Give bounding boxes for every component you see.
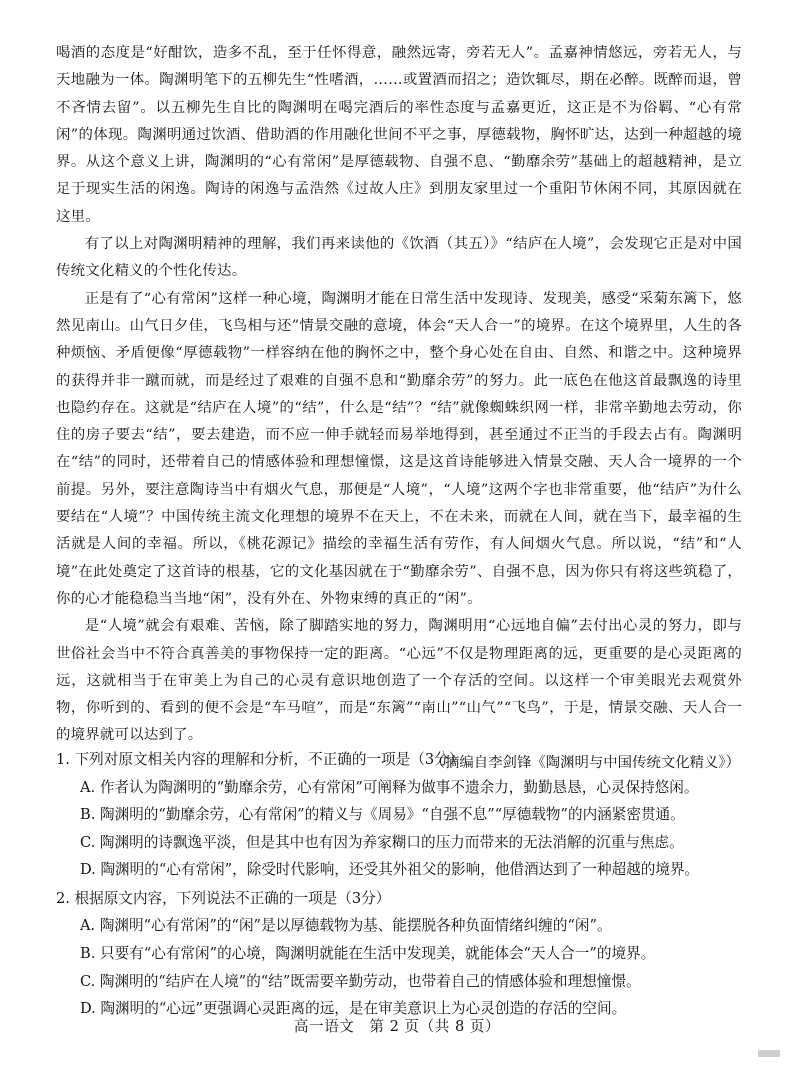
page-footer: 高一语文 第 2 页（共 8 页） [293,1018,501,1035]
passage-paragraph: 喝酒的态度是“好酣饮，造多不乱，至于任怀得意，融然远寄，旁若无人”。孟嘉神情悠远，旁若无人，与天地融为一体。陶渊明笔下的五柳先生“性嗜酒，……或置酒而招之；造饮辄尽，期在必醉。既醉而退，曾不吝情去留”。以五柳先生自比的陶渊明在喝完酒后的率性态度与孟嘉更近，这正是不为俗羁、“心有常闲”的体现。陶渊明通过饮酒、借助酒的作用融化世间不平之事，厚德载物，胸怀旷达，达到一种超越的境界。从这个意义上讲，陶渊明的“心有常闲”是厚德载物、自强不息、“勤靡余劳”基础上的超越精神，是立足于现实生活的闲逸。陶诗的闲逸与孟浩然《过故人庄》到朋友家里过一个重阳节休闲不同，其原因就在这里。 [56,45,742,225]
question-stem: 2. 根据原文内容，下列说法不正确的一项是（3分） [56,889,391,907]
watermark-logo [758,1050,780,1057]
option-c[interactable]: C. 陶渊明的“结庐在人境”的“结”既需要辛勤劳动，也带着自己的情感体验和理想憧憬。 [80,972,641,990]
option-b[interactable]: B. 只要有“心有常闲”的心境，陶渊明就能在生活中发现美，就能体会“天人合一”的境界。 [80,944,656,962]
question-stem: 1. 下列对原文相关内容的理解和分析，不正确的一项是（3分） [56,751,464,768]
option-b[interactable]: B. 陶渊明的“勤靡余劳，心有常闲”的精义与《周易》“自强不息”“厚德载物”的内涵紧密贯通。 [80,806,685,824]
option-a[interactable]: A. 陶渊明“心有常闲”的“闲”是以厚德载物为基、能摆脱各种负面情绪纠缠的“闲”。 [80,917,612,935]
passage-paragraph: 有了以上对陶渊明精神的理解，我们再来读他的《饮酒（其五）》“结庐在人境”，会发现它正是对中国传统文化精义的个性化传达。 [56,236,742,280]
passage-paragraph: 正是有了“心有常闲”这样一种心境，陶渊明才能在日常生活中发现诗、发现美，感受“采菊东篱下，悠然见南山。山气日夕佳，飞鸟相与还”情景交融的意境，体会“天人合一”的境界。在这个境界里，人生的各种烦恼、矛盾便像“厚德载物”一样容纳在他的胸怀之中，整个身心处在自由、自然、和谐之中。这种境界的获得并非一蹴而就，而是经过了艰难的自强不息和“勤靡余劳”的努力。此一底色在他这首最飘逸的诗里也隐约存在。这就是“结庐在人境”的“结”，什么是“结”？“结”就像蜘蛛织网一样，非常辛勤地去劳动，你住的房子要去“结”，要去建造，而不应一伸手就轻而易举地得到，甚至通过不正当的手段去占有。陶渊明在“结”的同时，还带着自己的情感体验和理想憧憬，这是这首诗能够进入情景交融、天人合一境界的一个前提。另外，要注意陶诗当中有烟火气息，那便是“人境”，“人境”这两个字也非常重要，他“结庐”为什么要结在“人境”？中国传统主流文化理想的境界不在天上，不在未来，而就在人间，就在当下，最幸福的生活就是人间的幸福。所以，《桃花源记》描绘的幸福生活有劳作，有人间烟火气息。所以说，“结”和“人境”在此处奠定了这首诗的根基，它的文化基因就在于“勤靡余劳”、自强不息，因为你只有将这些筑稳了，你的心才能稳稳当当地“闲”，没有外在、外物束缚的真正的“闲”。 [56,290,742,607]
question-1 [56,746,742,884]
option-d[interactable]: D. 陶渊明的“心有常闲”，除受时代影响，还受其外祖父的影响，他借酒达到了一种超越的境界。 [80,861,700,879]
reading-passage [56,40,742,777]
passage-source: （摘编自李剑锋《陶渊明与中国传统文化精义》） [430,754,740,771]
passage-paragraph: 是“人境”就会有艰难、苦恼，除了脚踏实地的努力，陶渊明用“心远地自偏”去付出心灵的努力，即与世俗社会当中不符合真善美的事物保持一定的距离。“心远”不仅是物理距离的远，更重要的是心灵距离的远，这就相当于在审美上为自己的心灵有意识地创造了一个存活的空间。以这样一个审美眼光去观赏外物，你听到的、看到的便不会是“车马喧”，而是“东篱”“南山”“山气”“飞鸟”，于是，情景交融、天人合一的境界就可以达到了。 [56,618,742,744]
option-c[interactable]: C. 陶渊明的诗飘逸平淡，但是其中也有因为养家糊口的压力而带来的无法消解的沉重与焦虑。 [80,833,684,851]
option-a[interactable]: A. 作者认为陶渊明的“勤靡余劳，心有常闲”可阐释为做事不遗余力，勤勤恳恳，心灵保持悠闲。 [80,778,699,796]
option-d[interactable]: D. 陶渊明的“心远”更强调心灵距离的远，是在审美意识上为心灵创造的存活的空间。 [80,1000,627,1018]
question-list [56,746,742,1024]
question-2 [56,885,742,1023]
